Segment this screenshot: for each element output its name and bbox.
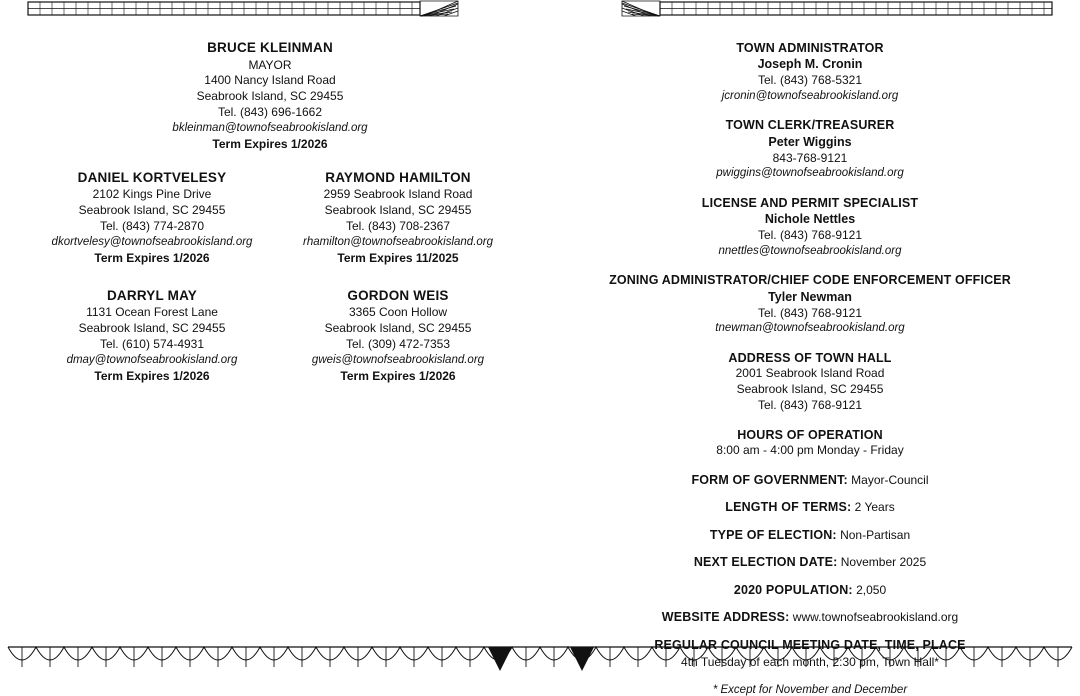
council-member-term: Term Expires 1/2026	[340, 369, 456, 384]
council-member-email[interactable]: dmay@townofseabrookisland.org	[66, 353, 238, 366]
fact-value: 2,050	[856, 582, 887, 597]
fact-label: NEXT ELECTION DATE:	[693, 555, 838, 570]
council-member-email[interactable]: dkortvelesy@townofseabrookisland.org	[51, 235, 253, 248]
council-members-grid	[0, 170, 540, 384]
meeting-title: REGULAR COUNCIL MEETING DATE, TIME, PLACE	[654, 637, 966, 652]
council-member-phone: Tel. (843) 774-2870	[99, 218, 205, 233]
mayor-email[interactable]: bkleinman@townofseabrookisland.org	[172, 121, 368, 134]
council-member	[34, 288, 270, 384]
staff-title: TOWN ADMINISTRATOR	[736, 41, 884, 55]
staff-phone: Tel. (843) 768-5321	[757, 73, 863, 88]
meeting-value: 4th Tuesday of each month, 2:30 pm, Town Hall*	[681, 655, 939, 670]
town-hall-address-block	[580, 350, 1040, 414]
council-member-email[interactable]: gweis@townofseabrookisland.org	[311, 353, 485, 366]
council-member-name: DARRYL MAY	[106, 288, 197, 304]
council-member-phone: Tel. (843) 708-2367	[345, 218, 451, 233]
council-member-email[interactable]: rhamilton@townofseabrookisland.org	[302, 235, 494, 248]
town-hall-phone: Tel. (843) 768-9121	[757, 397, 863, 412]
bottom-border-ornament	[0, 637, 1080, 675]
top-border-ornament	[0, 0, 1080, 22]
council-member-term: Term Expires 1/2026	[94, 251, 210, 266]
council-member-address-line2: Seabrook Island, SC 29455	[324, 202, 472, 217]
council-member-address-line1: 2959 Seabrook Island Road	[323, 187, 473, 202]
council-member-name: GORDON WEIS	[347, 288, 449, 304]
staff-phone: Tel. (843) 768-9121	[757, 228, 863, 243]
council-member-address-line1: 2102 Kings Pine Drive	[92, 187, 212, 202]
fact-next-election-date	[580, 554, 1040, 572]
staff-block-town-administrator	[580, 40, 1040, 104]
fact-form-of-government	[580, 472, 1040, 490]
left-column-officials	[0, 28, 540, 638]
fact-label: TYPE OF ELECTION:	[709, 527, 837, 542]
mayor-address-line1: 1400 Nancy Island Road	[204, 73, 336, 88]
hours-value: 8:00 am - 4:00 pm Monday - Friday	[716, 442, 904, 457]
council-member-name: DANIEL KORTVELESY	[77, 170, 227, 186]
right-column-town-info	[540, 28, 1080, 696]
council-member	[34, 170, 270, 266]
staff-email[interactable]: jcronin@townofseabrookisland.org	[721, 89, 899, 102]
staff-phone: 843-768-9121	[772, 150, 848, 165]
town-hall-address-line1: 2001 Seabrook Island Road	[735, 366, 885, 381]
staff-name: Nichole Nettles	[764, 212, 856, 227]
staff-name: Tyler Newman	[768, 289, 852, 304]
town-hall-address-line2: Seabrook Island, SC 29455	[736, 381, 884, 396]
staff-email[interactable]: tnewman@townofseabrookisland.org	[715, 322, 905, 335]
council-member	[280, 170, 516, 266]
hours-title: HOURS OF OPERATION	[737, 427, 883, 442]
mayor-term: Term Expires 1/2026	[212, 137, 328, 152]
fact-label: WEBSITE ADDRESS:	[661, 610, 790, 625]
fact-value: November 2025	[840, 555, 927, 570]
council-member-address-line1: 3365 Coon Hollow	[348, 305, 448, 320]
council-member-term: Term Expires 11/2025	[337, 251, 459, 266]
hours-of-operation-block	[580, 427, 1040, 459]
council-member-phone: Tel. (309) 472-7353	[345, 336, 451, 351]
fact-length-of-terms	[580, 499, 1040, 517]
town-hall-title: ADDRESS OF TOWN HALL	[728, 350, 892, 365]
fact-label: FORM OF GOVERNMENT:	[691, 472, 848, 487]
mayor-address-line2: Seabrook Island, SC 29455	[196, 88, 344, 103]
fact-2020-population	[580, 582, 1040, 600]
staff-title: ZONING ADMINISTRATOR/CHIEF CODE ENFORCEMENT OFFICER	[609, 273, 1011, 288]
council-member-term: Term Expires 1/2026	[94, 369, 210, 384]
fact-value: Non-Partisan	[840, 527, 911, 542]
fact-label: LENGTH OF TERMS:	[725, 500, 852, 515]
fact-type-of-election	[580, 527, 1040, 545]
staff-block-zoning-administrator	[580, 272, 1040, 336]
mayor-phone: Tel. (843) 696-1662	[217, 104, 323, 119]
fact-website-address	[580, 609, 1040, 627]
fact-label: 2020 POPULATION:	[733, 582, 853, 597]
fact-value: Mayor-Council	[851, 472, 929, 487]
council-member-name: RAYMOND HAMILTON	[325, 170, 471, 186]
staff-phone: Tel. (843) 768-9121	[757, 305, 863, 320]
staff-name: Peter Wiggins	[768, 134, 852, 149]
mayor-block	[100, 40, 440, 152]
staff-block-license-permit-specialist	[580, 195, 1040, 259]
council-member-address-line2: Seabrook Island, SC 29455	[78, 321, 226, 336]
staff-title: TOWN CLERK/TREASURER	[725, 118, 895, 133]
website-link[interactable]: www.townofseabrookisland.org	[792, 610, 959, 625]
council-member-phone: Tel. (610) 574-4931	[99, 336, 205, 351]
mayor-name: BRUCE KLEINMAN	[207, 40, 333, 55]
council-member-address-line1: 1131 Ocean Forest Lane	[86, 305, 218, 320]
meeting-note: * Except for November and December	[712, 684, 908, 696]
council-member-address-line2: Seabrook Island, SC 29455	[324, 321, 472, 336]
staff-email[interactable]: pwiggins@townofseabrookisland.org	[716, 167, 904, 180]
staff-name: Joseph M. Cronin	[757, 57, 863, 72]
staff-email[interactable]: nnettles@townofseabrookisland.org	[718, 244, 902, 257]
mayor-role: MAYOR	[248, 57, 292, 72]
staff-title: LICENSE AND PERMIT SPECIALIST	[701, 195, 919, 210]
staff-block-town-clerk-treasurer	[580, 117, 1040, 181]
council-member	[280, 288, 516, 384]
council-member-address-line2: Seabrook Island, SC 29455	[78, 202, 226, 217]
directory-page	[0, 28, 1080, 696]
fact-value: 2 Years	[854, 500, 895, 515]
